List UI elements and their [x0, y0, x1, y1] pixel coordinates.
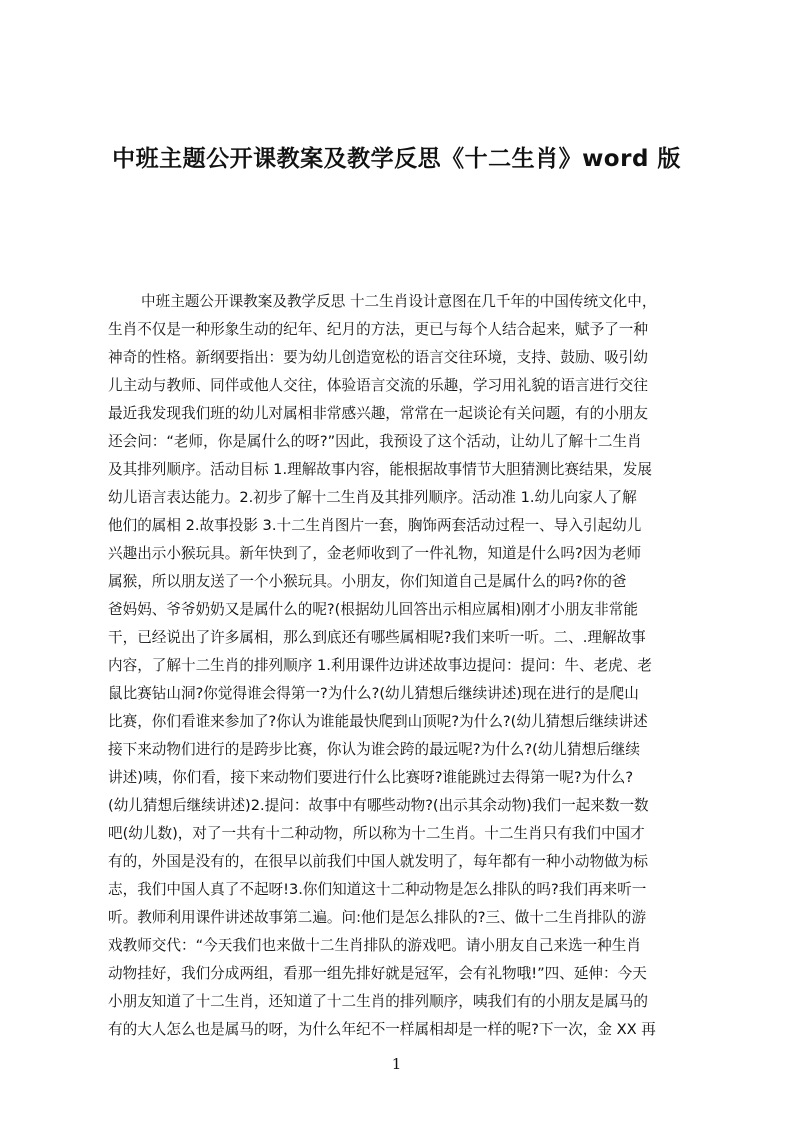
text-line: 比赛，你们看谁来参加了?你认为谁能最快爬到山顶呢?为什么?(幼儿猜想后继续讲述	[108, 713, 648, 730]
text-line: (幼儿猜想后继续讲述)2.提问：故事中有哪些动物?(出示其余动物)我们一起来数一数	[108, 797, 649, 814]
text-line: 有的大人怎么也是属马的呀，为什么年纪不一样属相却是一样的呢?下一次，金 XX 再	[108, 1021, 656, 1038]
text-line: 中班主题公开课教案及教学反思 十二生肖设计意图在几千年的中国传统文化中，	[141, 293, 657, 310]
text-line: 兴趣出示小猴玩具。新年快到了，金老师收到了一件礼物，知道是什么吗?因为老师	[108, 545, 642, 562]
text-line: 生肖不仅是一种形象生动的纪年、纪月的方法，更已与每个人结合起来，赋予了一种	[108, 321, 648, 338]
text-line: 幼儿语言表达能力。2.初步了解十二生肖及其排列顺序。活动准 1.幼儿向家人了解	[108, 489, 637, 506]
text-line: 最近我发现我们班的幼儿对属相非常感兴趣，常常在一起谈论有关问题，有的小朋友	[108, 405, 648, 422]
text-line: 及其排列顺序。活动目标 1.理解故事内容，能根据故事情节大胆猜测比赛结果，发展	[108, 461, 652, 478]
document-title: 中班主题公开课教案及教学反思《十二生肖》word 版	[112, 146, 681, 172]
text-line: 小朋友知道了十二生肖，还知道了十二生肖的排列顺序，咦我们有的小朋友是属马的	[108, 993, 648, 1010]
text-line: 接下来动物们进行的是跨步比赛，你认为谁会跨的最远呢?为什么?(幼儿猜想后继续	[108, 741, 640, 758]
text-line: 干，已经说出了许多属相，那么到底还有哪些属相呢?我们来听一听。二、.理解故事	[108, 629, 646, 646]
text-line: 内容，了解十二生肖的排列顺序 1.利用课件边讲述故事边提问：提问：牛、老虎、老	[108, 657, 652, 674]
body-paragraph	[108, 288, 698, 1044]
text-line: 动物挂好，我们分成两组，看那一组先排好就是冠军，会有礼物哦!”四、延伸：今天	[108, 965, 647, 982]
text-line: 儿主动与教师、同伴或他人交往，体验语言交流的乐趣，学习用礼貌的语言进行交往	[108, 377, 648, 394]
text-line: 神奇的性格。新纲要指出：要为幼儿创造宽松的语言交往环境，支持、鼓励、吸引幼	[108, 349, 648, 366]
text-line: 听。教师利用课件讲述故事第二遍。问:他们是怎么排队的?三、做十二生肖排队的游	[108, 909, 647, 926]
text-line: 爸妈妈、爷爷奶奶又是属什么的呢?(根据幼儿回答出示相应属相)刚才小朋友非常能	[108, 601, 638, 618]
text-line: 他们的属相 2.故事投影 3.十二生肖图片一套，胸饰两套活动过程一、导入引起幼儿	[108, 517, 642, 534]
text-line: 鼠比赛钻山洞?你觉得谁会得第一?为什么?(幼儿猜想后继续讲述)现在进行的是爬山	[108, 685, 639, 702]
text-line: 吧(幼儿数)，对了一共有十二种动物，所以称为十二生肖。十二生肖只有我们中国才	[108, 825, 645, 842]
text-line: 有的，外国是没有的，在很早以前我们中国人就发明了，每年都有一种小动物做为标	[108, 853, 648, 870]
text-line: 还会问：“老师，你是属什么的呀?”因此，我预设了这个活动，让幼儿了解十二生肖	[108, 433, 642, 450]
text-line: 戏教师交代：“今天我们也来做十二生肖排队的游戏吧。请小朋友自己来选一种生肖	[108, 937, 641, 954]
text-line: 讲述)咦，你们看，接下来动物们要进行什么比赛呀?谁能跳过去得第一呢?为什么?	[108, 769, 634, 786]
page-number: 1	[391, 1055, 402, 1073]
text-line: 属猴，所以朋友送了一个小猴玩具。小朋友，你们知道自己是属什么的吗?你的爸	[108, 573, 627, 590]
text-line: 志，我们中国人真了不起呀!3.你们知道这十二种动物是怎么排队的吗?我们再来听一	[108, 881, 647, 898]
